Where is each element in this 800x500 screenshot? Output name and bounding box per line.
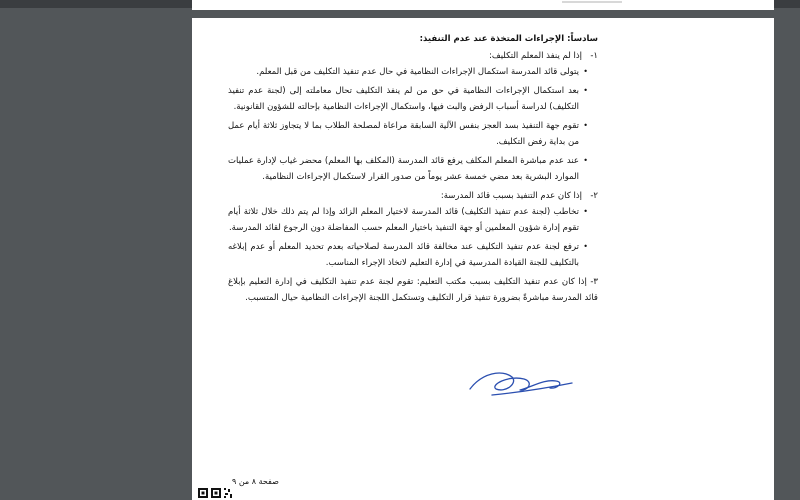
bullet-icon: • [583,121,588,130]
bullet-icon: • [583,207,588,216]
page-number: صفحة ٨ من ٩ [232,477,279,486]
signature-icon [462,363,582,399]
previous-page-text [562,1,622,3]
list-item-text: تخاطب (لجنة عدم تنفيذ التكليف) قائد المدرسة لاختيار المعلم الزائد وإذا لم يتم ذلك خلال ثلاثة أيام تقوم إدارة شؤون المعلمين أو جهة التنفيذ باختيار المعلم حسب المفاضلة دون الرجوع لقائد المدرسة. [228,207,579,233]
list-item [228,83,588,115]
bullet-list [228,64,598,185]
bullet-icon: • [583,86,588,95]
qr-code-icon [198,488,234,500]
bullet-icon: • [583,67,588,76]
section-2 [228,188,598,271]
section-3 [228,274,598,306]
bullet-icon: • [583,156,588,165]
section-heading: سادساً: الإجراءات المتخذة عند عدم التنفيذ: [419,34,598,44]
bullet-icon: • [583,242,588,251]
list-item [228,118,588,150]
bullet-list [228,204,598,271]
section-number: ١- [590,51,598,61]
section-title-text: إذا كان عدم التنفيذ بسبب قائد المدرسة: [440,191,582,201]
document-page [192,18,774,500]
section-title [228,48,598,64]
section-number: ٢- [590,191,598,201]
list-item-text: بعد استكمال الإجراءات النظامية في حق من لم ينفذ التكليف تحال معاملته إلى (لجنة عدم تنفيذ التكليف) لدراسة أسباب الرفض والبت فيها، واستكمال الإجراءات النظامية بإحالته للشؤون القانونية. [228,86,579,112]
section-title-text: إذا لم ينفذ المعلم التكليف: [489,51,582,61]
list-item-text: عند عدم مباشرة المعلم المكلف يرفع قائد المدرسة (المكلف بها المعلم) محضر غياب لإدارة عمليات الموارد البشرية بعد مضي خمسة عشر يوماً من صدور القرار لاستكمال الإجراءات النظامية. [228,156,579,182]
list-item-text: ترفع لجنة عدم تنفيذ التكليف عند مخالفة قائد المدرسة لصلاحياته بعدم تحديد المعلم أو عدم إبلاغه بالتكليف للجنة القيادة المدرسية في إدارة التعليم لاتخاذ الإجراء المناسب. [228,242,579,268]
section-text: إذا كان عدم تنفيذ التكليف بسبب مكتب التعليم: تقوم لجنة عدم تنفيذ التكليف في إدارة التعليم بإبلاغ قائد المدرسة مباشرةً بضرورة تنفيذ قرار التكليف وتستكمل اللجنة الإجراءات النظامية حيال المتسبب. [228,277,598,303]
list-item [228,239,588,271]
previous-page [192,0,774,10]
section-1 [228,48,598,185]
list-item [228,64,588,80]
page-content [228,31,598,309]
list-item-text: تقوم جهة التنفيذ بسد العجز بنفس الآلية السابقة مراعاة لمصلحة الطلاب بما لا يتجاوز ثلاثة أيام عمل من بداية رفض التكليف. [228,121,579,147]
list-item-text: يتولى قائد المدرسة استكمال الإجراءات النظامية في حال عدم تنفيذ التكليف من قبل المعلم. [256,67,579,77]
section-number: ٣- [590,277,598,287]
section-paragraph [228,274,598,306]
section-title [228,188,598,204]
list-item [228,153,588,185]
list-item [228,204,588,236]
